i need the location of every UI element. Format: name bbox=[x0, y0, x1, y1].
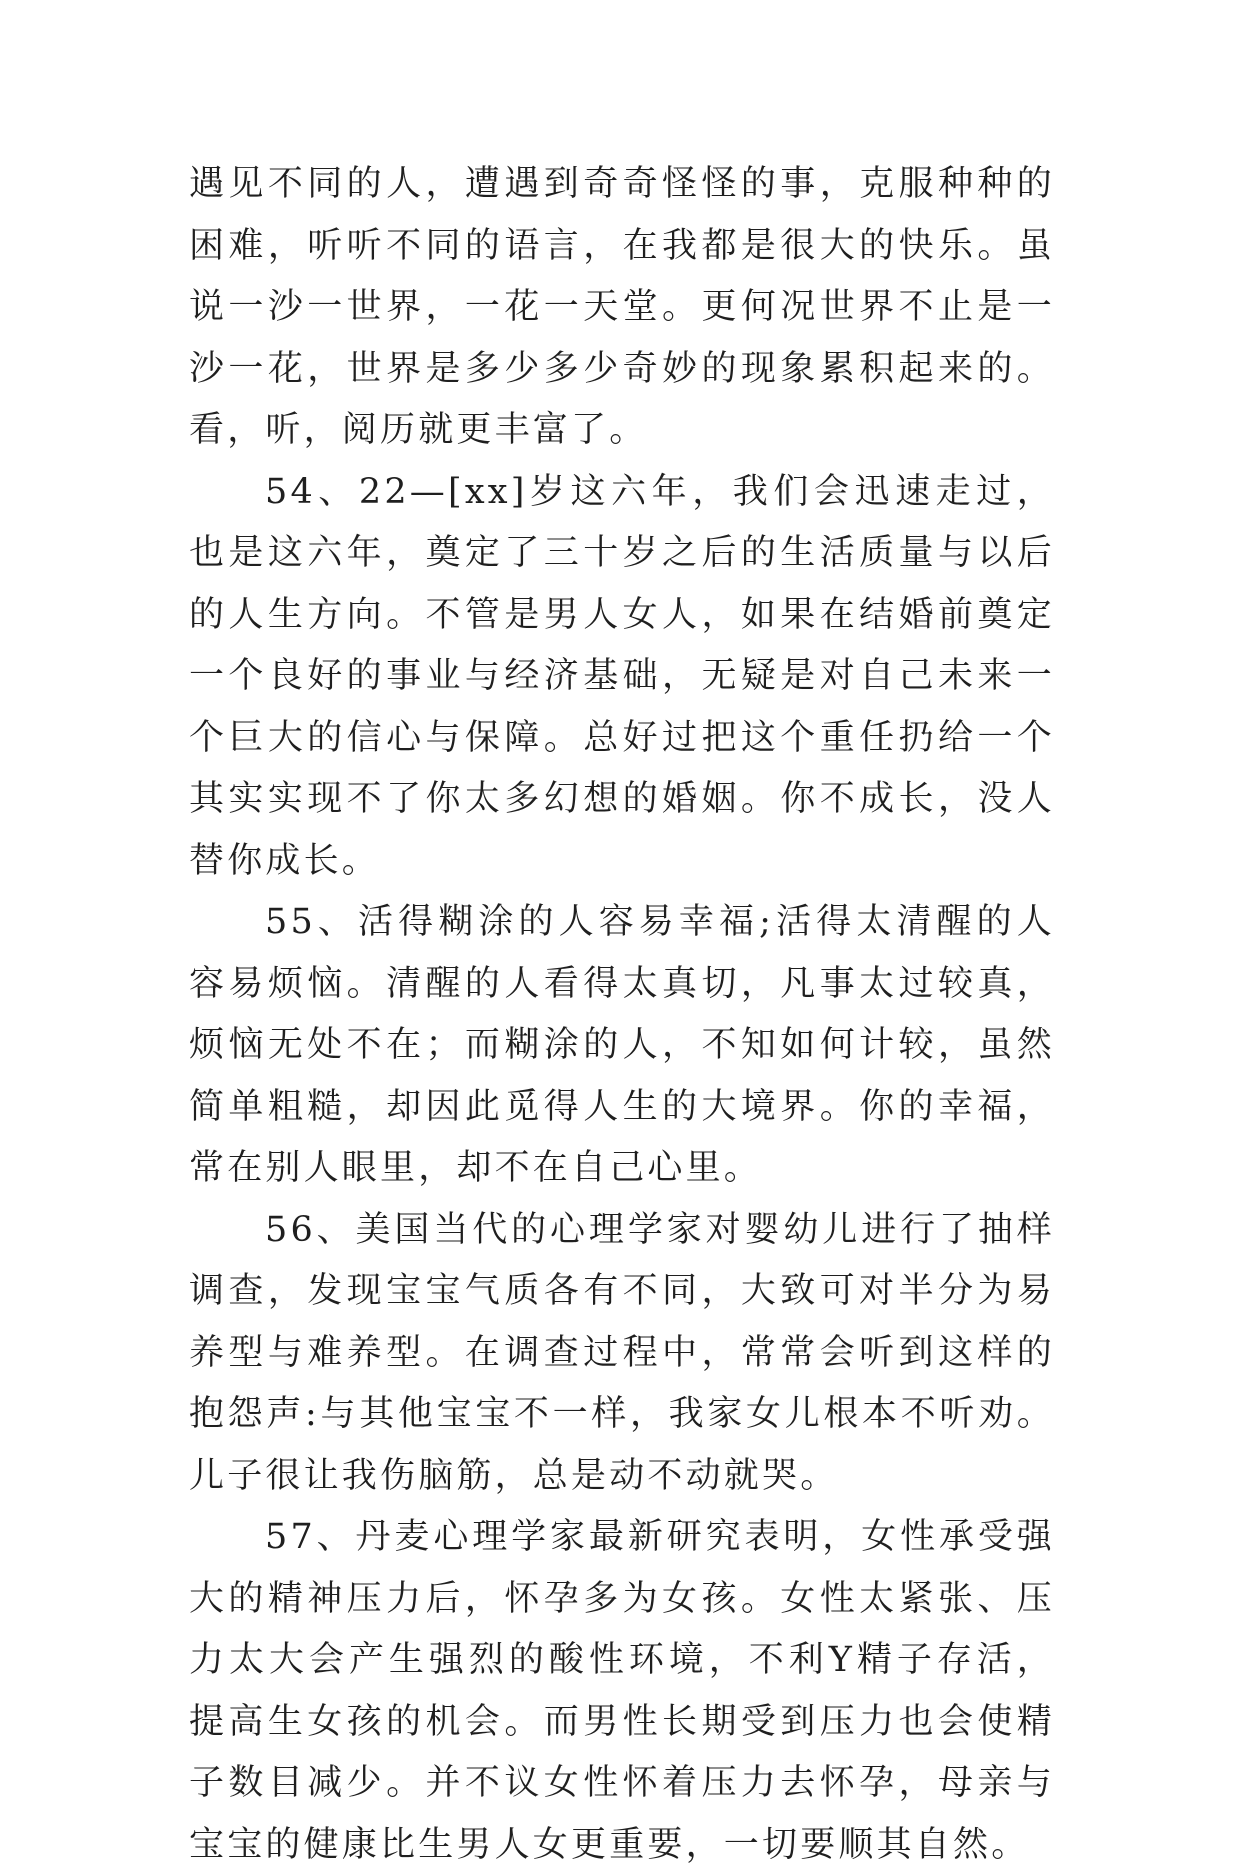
paragraph-continued: 遇见不同的人，遭遇到奇奇怪怪的事，克服种种的困难，听听不同的语言，在我都是很大的快乐。虽说一沙一世界，一花一天堂。更何况世界不止是一沙一花，世界是多少多少奇妙的现象累积起来的。看，听，阅历就更丰富了。 bbox=[189, 164, 1055, 450]
paragraph-56: 56、美国当代的心理学家对婴幼儿进行了抽样调查，发现宝宝气质各有不同，大致可对半分为易养型与难养型。在调查过程中，常常会听到这样的抱怨声:与其他宝宝不一样，我家女儿根本不听劝。儿子很让我伤脑筋，总是动不动就哭。 bbox=[189, 1209, 1055, 1496]
paragraph-54: 54、22—[xx]岁这六年，我们会迅速走过，也是这六年，奠定了三十岁之后的生活质量与以后的人生方向。不管是男人女人，如果在结婚前奠定一个良好的事业与经济基础，无疑是对自己未来一个巨大的信心与保障。总好过把这个重任扔给一个其实实现不了你太多幻想的婚姻。你不成长，没人替你成长。 bbox=[189, 471, 1055, 881]
body-text bbox=[189, 154, 1055, 1876]
paragraph-57: 57、丹麦心理学家最新研究表明，女性承受强大的精神压力后，怀孕多为女孩。女性太紧张、压力太大会产生强烈的酸性环境，不利Y精子存活，提高生女孩的机会。而男性长期受到压力也会使精子数目减少。并不议女性怀着压力去怀孕，母亲与宝宝的健康比生男人女更重要，一切要顺其自然。 bbox=[189, 1517, 1055, 1865]
paragraph-55: 55、活得糊涂的人容易幸福;活得太清醒的人容易烦恼。清醒的人看得太真切，凡事太过较真，烦恼无处不在；而糊涂的人，不知如何计较，虽然简单粗糙，却因此觅得人生的大境界。你的幸福，常在别人眼里，却不在自己心里。 bbox=[189, 902, 1055, 1188]
